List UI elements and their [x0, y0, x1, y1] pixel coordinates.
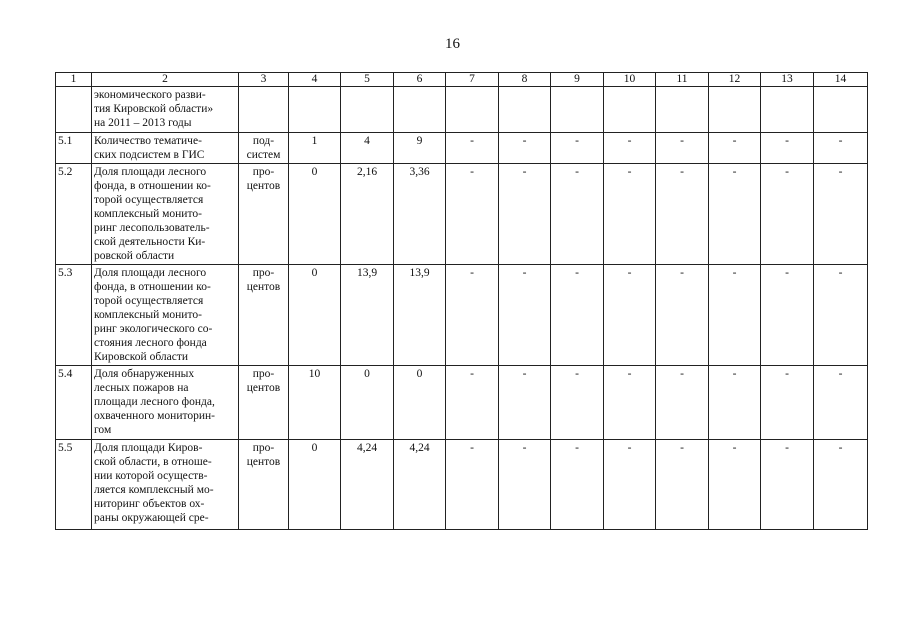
value-col-9: - — [551, 366, 604, 440]
value-col-6 — [394, 87, 446, 133]
value-col-14: - — [814, 164, 868, 265]
value-col-9: - — [551, 440, 604, 530]
value-col-4: 1 — [289, 133, 341, 164]
value-col-4 — [289, 87, 341, 133]
value-col-10: - — [604, 164, 656, 265]
value-col-5: 13,9 — [341, 265, 394, 366]
value-col-8: - — [499, 133, 551, 164]
unit-cell-line: центов — [246, 180, 281, 192]
column-number-cell: 2 — [92, 73, 239, 87]
indicator-name-cell-line: фонда, в отношении ко- — [94, 180, 211, 192]
column-number-cell: 7 — [446, 73, 499, 87]
table-row — [56, 440, 868, 530]
unit-cell — [239, 87, 289, 133]
value-col-13: - — [761, 164, 814, 265]
value-col-7: - — [446, 265, 499, 366]
table-row — [56, 133, 868, 164]
value-col-8: - — [499, 164, 551, 265]
value-col-9: - — [551, 133, 604, 164]
column-number-cell: 4 — [289, 73, 341, 87]
value-col-6: 4,24 — [394, 440, 446, 530]
table-row — [56, 164, 868, 265]
indicator-name-cell-line: комплексный монито- — [94, 309, 202, 321]
table-row — [56, 366, 868, 440]
value-col-14: - — [814, 133, 868, 164]
indicators-table — [55, 72, 868, 530]
indicator-name-cell-line: лесных пожаров на — [94, 382, 189, 394]
value-col-6: 3,36 — [394, 164, 446, 265]
row-id-cell: 5.4 — [56, 366, 92, 440]
value-col-12 — [709, 87, 761, 133]
value-col-11 — [656, 87, 709, 133]
value-col-10 — [604, 87, 656, 133]
value-col-13: - — [761, 440, 814, 530]
indicator-name-cell-line: Кировской области — [94, 351, 189, 363]
value-col-10: - — [604, 440, 656, 530]
indicator-name-cell-line: стояния лесного фонда — [94, 337, 207, 349]
column-number-cell: 14 — [814, 73, 868, 87]
column-number-cell: 10 — [604, 73, 656, 87]
column-number-cell: 12 — [709, 73, 761, 87]
value-col-12: - — [709, 440, 761, 530]
indicator-name-cell-line: Доля площади лесного — [94, 166, 207, 178]
indicator-name-cell — [92, 440, 239, 530]
indicator-name-cell — [92, 265, 239, 366]
value-col-4: 0 — [289, 440, 341, 530]
table-row — [56, 265, 868, 366]
column-number-cell: 1 — [56, 73, 92, 87]
indicator-name-cell — [92, 366, 239, 440]
value-col-12: - — [709, 164, 761, 265]
value-col-11: - — [656, 164, 709, 265]
value-col-8 — [499, 87, 551, 133]
unit-cell-line: центов — [246, 382, 281, 394]
value-col-8: - — [499, 440, 551, 530]
value-col-11: - — [656, 440, 709, 530]
indicator-name-cell-line: Доля площади лесного — [94, 267, 207, 279]
value-col-5: 2,16 — [341, 164, 394, 265]
value-col-8: - — [499, 265, 551, 366]
row-id-cell: 5.2 — [56, 164, 92, 265]
column-number-cell: 8 — [499, 73, 551, 87]
value-col-7: - — [446, 440, 499, 530]
indicator-name-cell-line: ляется комплексный мо- — [94, 484, 214, 496]
indicator-name-cell — [92, 164, 239, 265]
indicator-name-cell-line: охваченного мониторин- — [94, 410, 215, 422]
indicator-name-cell-line: ских подсистем в ГИС — [94, 149, 205, 161]
value-col-5: 4,24 — [341, 440, 394, 530]
indicator-name-cell-line: Количество тематиче- — [94, 135, 202, 147]
indicator-name-cell-line: торой осуществляется — [94, 295, 204, 307]
unit-cell-line: про- — [252, 368, 275, 380]
indicator-name-cell-line: тия Кировской области» — [94, 103, 214, 115]
page-number: 16 — [445, 36, 460, 52]
value-col-13: - — [761, 366, 814, 440]
row-id-cell — [56, 87, 92, 133]
unit-cell — [239, 164, 289, 265]
unit-cell — [239, 440, 289, 530]
indicator-name-cell-line: экономического разви- — [94, 89, 206, 101]
unit-cell-line: про- — [252, 442, 275, 454]
unit-cell-line: систем — [246, 149, 281, 161]
indicator-name-cell-line: ниторинг объектов ох- — [94, 498, 205, 510]
row-id-cell: 5.1 — [56, 133, 92, 164]
value-col-7: - — [446, 366, 499, 440]
indicator-name-cell-line: ринг лесопользователь- — [94, 222, 210, 234]
value-col-4: 0 — [289, 265, 341, 366]
indicator-name-cell-line: гом — [94, 424, 112, 436]
value-col-14: - — [814, 366, 868, 440]
value-col-5: 4 — [341, 133, 394, 164]
indicator-name-cell-line: фонда, в отношении ко- — [94, 281, 211, 293]
unit-cell-line: центов — [246, 281, 281, 293]
indicator-name-cell-line: раны окружающей сре- — [94, 512, 209, 524]
indicator-name-cell-line: нии которой осуществ- — [94, 470, 208, 482]
value-col-12: - — [709, 133, 761, 164]
value-col-9: - — [551, 265, 604, 366]
column-number-cell: 5 — [341, 73, 394, 87]
indicator-name-cell-line: ровской области — [94, 250, 175, 262]
value-col-11: - — [656, 366, 709, 440]
indicator-name-cell — [92, 87, 239, 133]
unit-cell-line: центов — [246, 456, 281, 468]
value-col-9 — [551, 87, 604, 133]
value-col-5 — [341, 87, 394, 133]
indicator-name-cell-line: комплексный монито- — [94, 208, 202, 220]
indicator-name-cell-line: ской области, в отноше- — [94, 456, 212, 468]
column-number-cell: 3 — [239, 73, 289, 87]
indicator-name-cell — [92, 133, 239, 164]
value-col-14 — [814, 87, 868, 133]
value-col-5: 0 — [341, 366, 394, 440]
value-col-10: - — [604, 366, 656, 440]
column-number-cell: 9 — [551, 73, 604, 87]
column-number-header-row — [56, 73, 868, 87]
indicator-name-cell-line: торой осуществляется — [94, 194, 204, 206]
value-col-13: - — [761, 265, 814, 366]
value-col-12: - — [709, 366, 761, 440]
value-col-13 — [761, 87, 814, 133]
unit-cell-line: про- — [252, 166, 275, 178]
column-number-cell: 13 — [761, 73, 814, 87]
value-col-13: - — [761, 133, 814, 164]
unit-cell — [239, 133, 289, 164]
unit-cell — [239, 366, 289, 440]
value-col-7: - — [446, 164, 499, 265]
value-col-7: - — [446, 133, 499, 164]
value-col-4: 0 — [289, 164, 341, 265]
value-col-4: 10 — [289, 366, 341, 440]
row-id-cell: 5.5 — [56, 440, 92, 530]
unit-cell — [239, 265, 289, 366]
indicator-name-cell-line: ринг экологического со- — [94, 323, 213, 335]
value-col-6: 9 — [394, 133, 446, 164]
indicator-name-cell-line: Доля площади Киров- — [94, 442, 203, 454]
column-number-cell: 11 — [656, 73, 709, 87]
value-col-11: - — [656, 265, 709, 366]
value-col-8: - — [499, 366, 551, 440]
unit-cell-line: под- — [252, 135, 275, 147]
indicator-name-cell-line: Доля обнаруженных — [94, 368, 195, 380]
value-col-10: - — [604, 133, 656, 164]
indicator-name-cell-line: ской деятельности Ки- — [94, 236, 206, 248]
value-col-6: 13,9 — [394, 265, 446, 366]
value-col-7 — [446, 87, 499, 133]
value-col-9: - — [551, 164, 604, 265]
row-id-cell: 5.3 — [56, 265, 92, 366]
unit-cell-line: про- — [252, 267, 275, 279]
indicator-name-cell-line: на 2011 – 2013 годы — [94, 117, 192, 129]
value-col-10: - — [604, 265, 656, 366]
value-col-12: - — [709, 265, 761, 366]
value-col-6: 0 — [394, 366, 446, 440]
indicator-name-cell-line: площади лесного фонда, — [94, 396, 215, 408]
table-row — [56, 87, 868, 133]
column-number-cell: 6 — [394, 73, 446, 87]
value-col-14: - — [814, 440, 868, 530]
value-col-11: - — [656, 133, 709, 164]
value-col-14: - — [814, 265, 868, 366]
